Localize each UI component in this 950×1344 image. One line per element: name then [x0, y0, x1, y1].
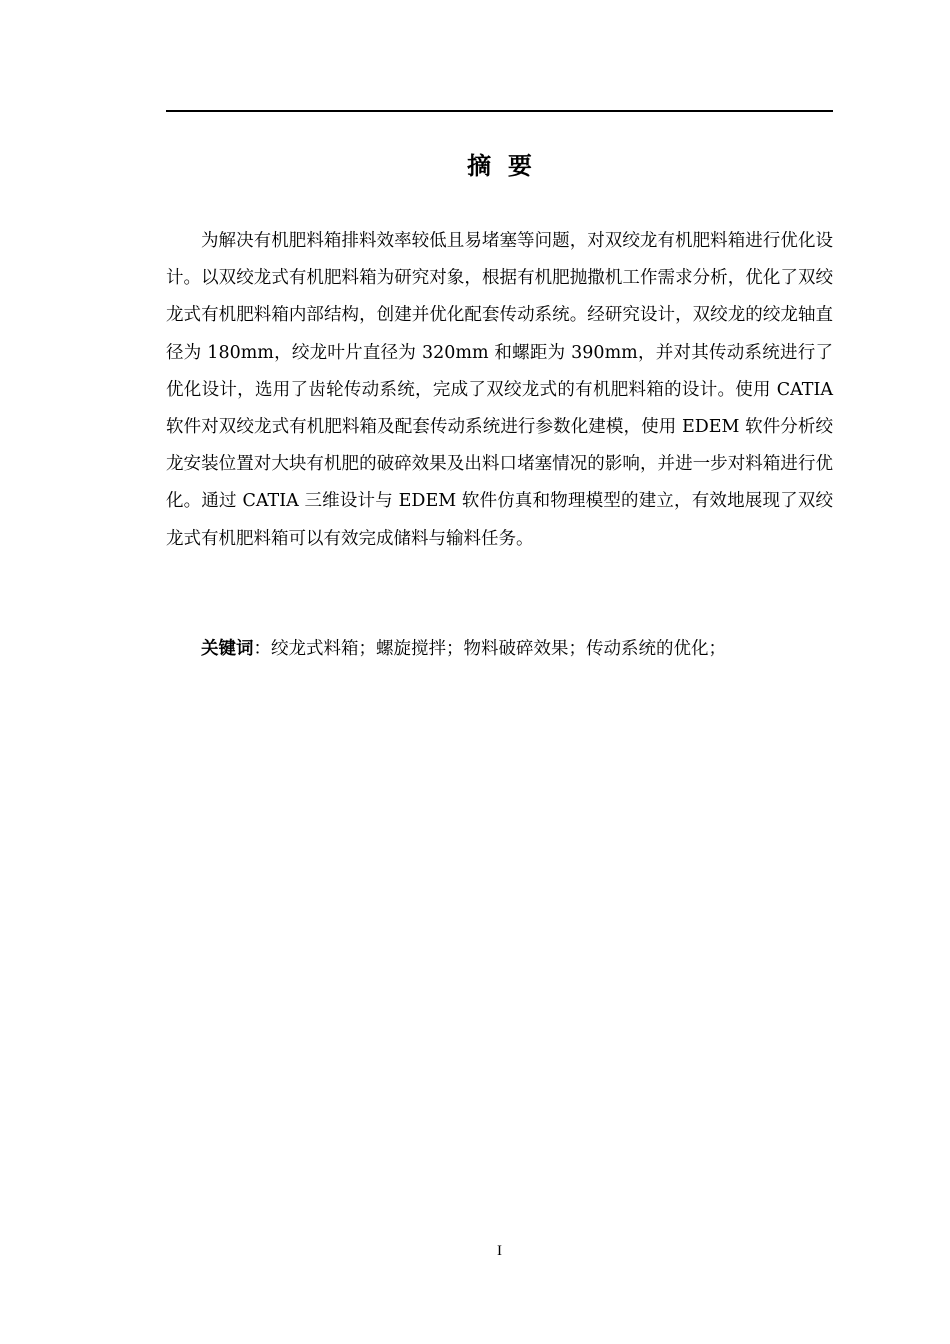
- abstract-title: 摘 要: [467, 152, 532, 180]
- keywords-text: 绞龙式料箱；螺旋搅拌；物料破碎效果；传动系统的优化；: [271, 639, 726, 659]
- keywords-separator: ：: [253, 639, 271, 659]
- header-rule: [166, 110, 833, 112]
- abstract-paragraph: 为解决有机肥料箱排料效率较低且易堵塞等问题，对双绞龙有机肥料箱进行优化设计。以双绞龙式有机肥料箱为研究对象，根据有机肥抛撒机工作需求分析，优化了双绞龙式有机肥料箱内部结构，创建并优化配套传动系统。经研究设计，双绞龙的绞龙轴直径为 180mm，绞龙叶片直径为 320mm 和螺距为 390mm，并对其传动系统进行了优化设计，选用了齿轮传动系统，完成了双绞龙式的有机肥料箱的设计。使用 CATIA 软件对双绞龙式有机肥料箱及配套传动系统进行参数化建模，使用 EDEM 软件分析绞龙安装位置对大块有机肥的破碎效果及出料口堵塞情况的影响，并进一步对料箱进行优化。通过 CATIA 三维设计与 EDEM 软件仿真和物理模型的建立，有效地展现了双绞龙式有机肥料箱可以有效完成储料与输料任务。: [166, 231, 833, 549]
- page-number: I: [497, 1243, 502, 1259]
- keywords-label: 关键词: [201, 639, 254, 659]
- keywords-line: [166, 631, 833, 668]
